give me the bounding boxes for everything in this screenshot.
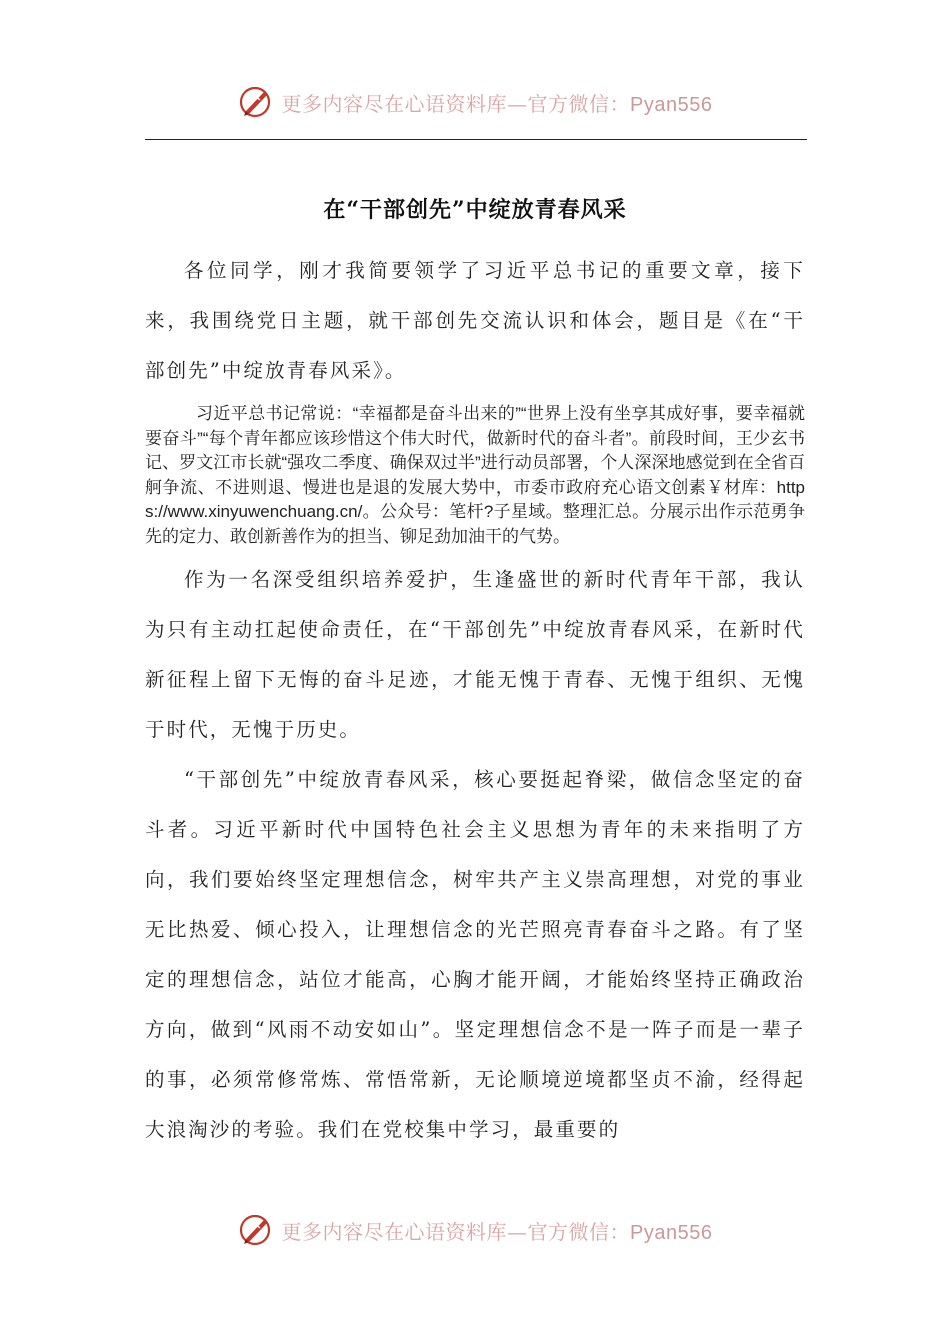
footer-banner bbox=[0, 1208, 950, 1252]
banner-label: 更多内容尽在心语资料库—官方微信： bbox=[281, 1219, 631, 1244]
header-divider bbox=[145, 139, 807, 140]
document-body bbox=[145, 246, 805, 1155]
paragraph-responsibility: 作为一名深受组织培养爱护，生逢盛世的新时代青年干部，我认为只有主动扛起使命责任，在“干部创先”中绽放青春风采，在新时代新征程上留下无悔的奋斗足迹，才能无愧于青春、无愧于组织、无愧于时代，无愧于历史。 bbox=[145, 568, 805, 741]
paragraph-quotes: 习近平总书记常说：“幸福都是奋斗出来的”“世界上没有坐享其成好事，要幸福就要奋斗”“每个青年都应该珍惜这个伟大时代，做新时代的奋斗者”。前段时间，王少玄书记、罗文江市长就“强攻二季度、确保双过半”进行动员部署，个人深深地感觉到在全省百舸争流、不进则退、慢进也是退的发展大势中，市委市政府充心语文创素￥材库：https://www.xinyuwenchuang.cn/。公众号：笔杆?子星域。整理汇总。分展示出作示范勇争先的定力、敢创新善作为的担当、铆足劲加油干的气势。 bbox=[145, 404, 805, 546]
pen-logo-icon bbox=[238, 1212, 274, 1248]
banner-text bbox=[282, 88, 713, 117]
document-title: 在“干部创先”中绽放青春风采 bbox=[323, 196, 627, 223]
banner-wechat-id: Pyan556 bbox=[630, 1221, 713, 1244]
banner-wechat-id: Pyan556 bbox=[630, 93, 713, 116]
paragraph-core-belief: “干部创先”中绽放青春风采，核心要挺起脊梁，做信念坚定的奋斗者。习近平新时代中国特色社会主义思想为青年的未来指明了方向，我们要始终坚定理想信念，树牢共产主义崇高理想，对党的事业无比热爱、倾心投入，让理想信念的光芒照亮青春奋斗之路。有了坚定的理想信念，站位才能高，心胸才能开阔，才能始终坚持正确政治方向，做到“风雨不动安如山”。坚定理想信念不是一阵子而是一辈子的事，必须常修常炼、常悟常新，无论顺境逆境都坚贞不渝，经得起大浪淘沙的考验。我们在党校集中学习，最重要的 bbox=[145, 768, 805, 1141]
pen-logo-icon bbox=[238, 84, 274, 120]
banner-label: 更多内容尽在心语资料库—官方微信： bbox=[281, 91, 631, 116]
header-banner bbox=[0, 80, 950, 124]
paragraph-intro: 各位同学，刚才我简要领学了习近平总书记的重要文章，接下来，我围绕党日主题，就干部创先交流认识和体会，题目是《在“干部创先”中绽放青春风采》。 bbox=[145, 259, 805, 382]
banner-text bbox=[282, 1216, 713, 1245]
